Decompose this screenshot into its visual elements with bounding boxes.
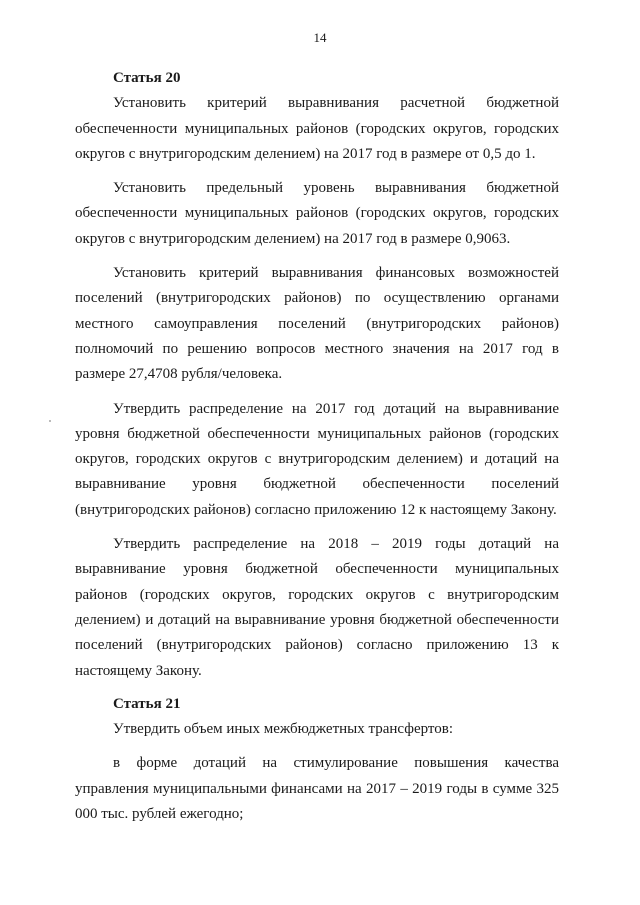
article-20-heading: Статья 20 bbox=[113, 70, 181, 86]
article-20 bbox=[75, 66, 559, 684]
page-number: 14 bbox=[313, 30, 327, 45]
article-20-paragraph-5: Утвердить распределение на 2018 – 2019 годы дотаций на выравнивание уровня бюджетной обеспеченности муниципальных районов (городских округов, городских округов с внутригородским делением) и дотаций на выравнивание уровня бюджетной обеспеченности поселений (внутригородских районов) согласно приложению 13 к настоящему Закону. bbox=[75, 536, 559, 679]
article-21-paragraph-1: Утвердить объем иных межбюджетных трансфертов: bbox=[113, 721, 454, 738]
article-20-paragraph-4: Утвердить распределение на 2017 год дотаций на выравнивание уровня бюджетной обеспеченности муниципальных районов (городских округов, городских округов с внутригородским делением) и дотаций на выравнивание уровня бюджетной обеспеченности поселений (внутригородских районов) согласно приложению 12 к настоящему Закону. bbox=[75, 400, 559, 518]
article-21-paragraph-2: в форме дотаций на стимулирование повышения качества управления муниципальными финансами на 2017 – 2019 годы в сумме 325 000 тыс. рублей ежегодно; bbox=[75, 755, 559, 823]
scan-artifact bbox=[49, 420, 51, 422]
document-body bbox=[75, 66, 559, 836]
article-20-paragraph-2: Установить предельный уровень выравнивания бюджетной обеспеченности муниципальных районов (городских округов, городских округов с внутригородским делением) на 2017 год в размере 0,9063. bbox=[75, 180, 559, 247]
article-21-heading: Статья 21 bbox=[113, 695, 181, 712]
article-21 bbox=[75, 692, 559, 827]
article-20-paragraph-3: Установить критерий выравнивания финансовых возможностей поселений (внутригородских районов) по осуществлению органами местного самоуправления поселений (внутригородских районов) полномочий по решению вопросов местного значения на 2017 год в размере 27,4708 рубля/человека. bbox=[75, 265, 559, 383]
article-20-paragraph-1: Установить критерий выравнивания расчетной бюджетной обеспеченности муниципальных районов (городских округов, городских округов с внутригородским делением) на 2017 год в размере от 0,5 до 1. bbox=[75, 95, 559, 162]
